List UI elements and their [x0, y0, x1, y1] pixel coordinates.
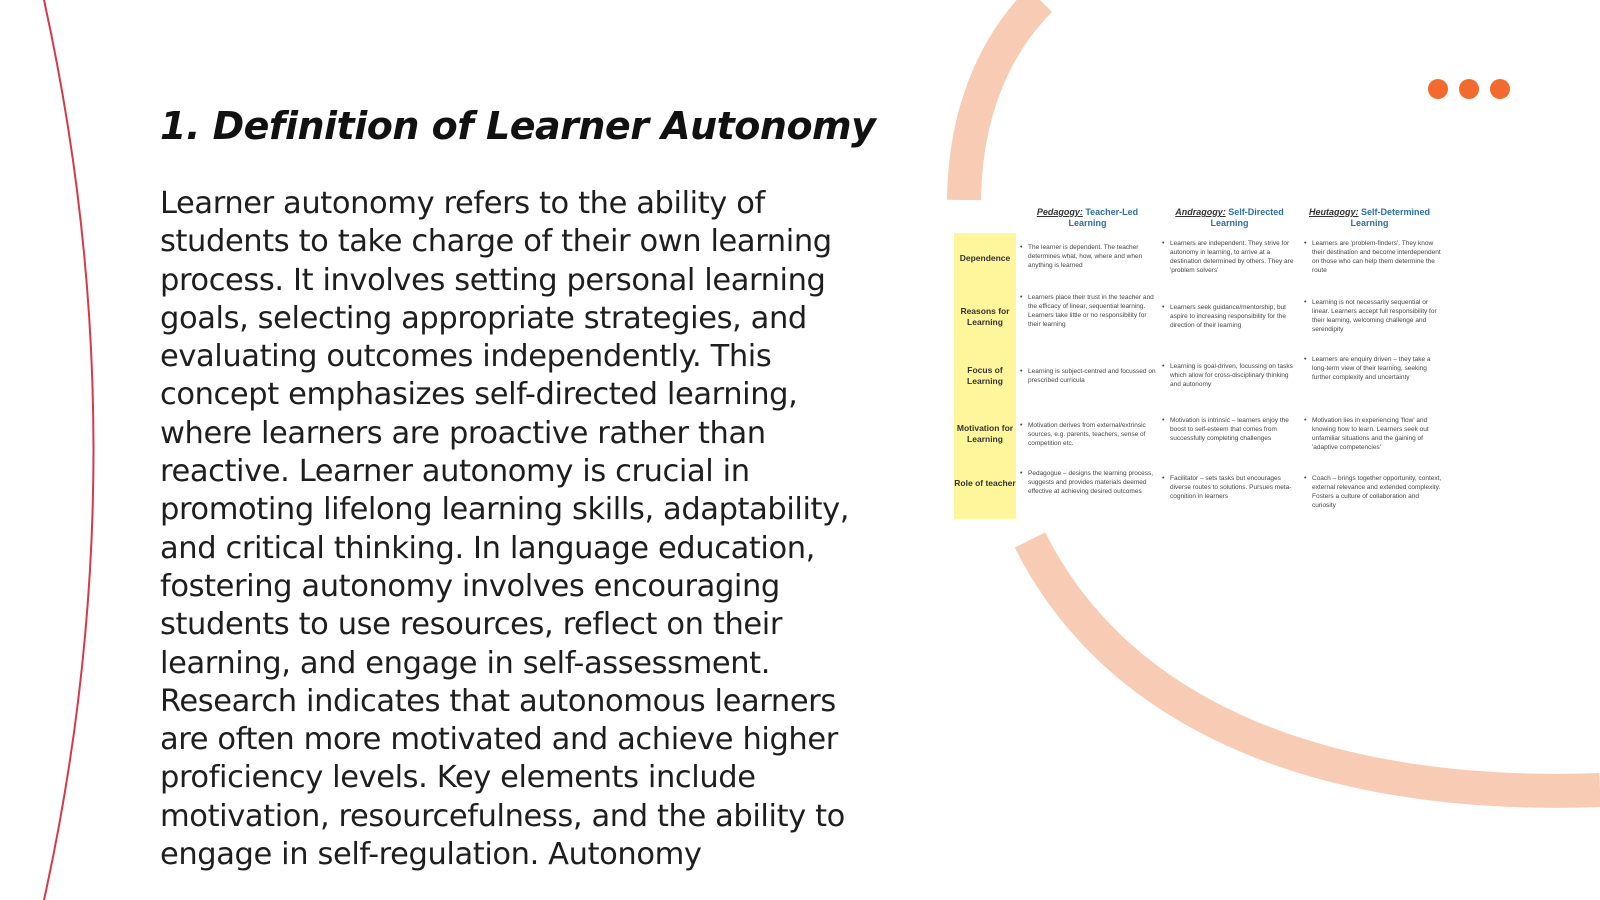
orange-dot-icon — [1428, 79, 1448, 99]
peach-arc-bottom — [1030, 540, 1600, 791]
table-cell: • The learner is dependent. The teacher determines what, how, where and when anything is learned — [1020, 243, 1158, 270]
orange-dot-icon — [1459, 79, 1479, 99]
slide-body-text: Learner autonomy refers to the ability of students to take charge of their own learning process. It involves setting personal learning goals, selecting appropriate strategies, and evaluating outcomes independently. This concept emphasizes self-directed learning, where learners are proactive rather than reactive. Learner autonomy is crucial in promoting lifelong learning skills, adaptability, and critical thinking. In language education, fostering autonomy involves encouraging students to use resources, reflect on their learning, and engage in self-assessment. Research indicates that autonomous learners are often more motivated and achieve higher proficiency levels. Key elements include motivation, resourcefulness, and the ability to engage in self-regulation. Autonomy — [160, 186, 850, 873]
row-label: Focus of Learning — [967, 365, 1003, 386]
table-cell: • Learning is not necessarily sequential or linear. Learners accept full responsibility for their learning, welcoming challenge and serendipity — [1304, 298, 1442, 334]
orange-dot-icon — [1490, 79, 1510, 99]
comparison-table-image — [954, 207, 1454, 527]
row-label: Reasons for Learning — [960, 306, 1010, 327]
table-header-heutagogy: Heutagogy: Self-Determined Learning — [1308, 207, 1431, 228]
table-cell: • Coach – brings together opportunity, context, external relevance and extended complexity. Fosters a culture of collaboration and curiosity — [1304, 474, 1442, 510]
row-label: Motivation for Learning — [956, 423, 1014, 444]
table-cell: • Learning is goal-driven, focussing on tasks which allow for cross-disciplinary thinking and autonomy — [1162, 362, 1300, 389]
row-label: Role of teacher — [954, 478, 1016, 488]
left-red-curve-line — [44, 0, 94, 900]
table-cell: • Motivation lies in experiencing 'flow' and knowing how to learn. Learners seek out unfamiliar situations and the gaining of 'adaptive competencies' — [1304, 416, 1442, 452]
table-cell: • Learners are 'problem-finders'. They know their destination and become interdependent on those who can help them determine the route — [1304, 239, 1442, 275]
table-cell: • Learners place their trust in the teacher and the efficacy of linear, sequential learning. Learners take little or no responsibility for their learning — [1020, 293, 1158, 329]
row-label: Dependence — [959, 253, 1011, 263]
table-cell: • Learners are enquiry driven – they take a long-term view of their learning, seeking further complexity and uncertainty — [1304, 355, 1442, 382]
table-cell: • Motivation is intrinsic – learners enjoy the boost to self-esteem that comes from successfully completing challenges — [1162, 416, 1300, 443]
decorative-dots — [1428, 79, 1510, 99]
table-cell: • Learning is subject-centred and focussed on prescribed curricula — [1020, 367, 1158, 385]
table-cell: • Facilitator – sets tasks but encourages diverse routes to solutions. Pursues meta-cognition in learners — [1162, 474, 1300, 501]
peach-arc-top — [964, 0, 1040, 200]
table-cell: • Learners seek guidance/mentorship, but aspire to increasing responsibility for the direction of their learning — [1162, 303, 1300, 330]
slide-title: 1. Definition of Learner Autonomy — [160, 104, 876, 148]
table-cell: • Learners are independent. They strive for autonomy in learning, to arrive at a destination determined by others. They are 'problem solvers' — [1162, 239, 1300, 275]
table-header-pedagogy: Pedagogy: Teacher-Led Learning — [1036, 207, 1139, 228]
table-cell: • Motivation derives from external/extrinsic sources, e.g. parents, teachers, sense of competition etc. — [1020, 421, 1158, 448]
table-cell: • Pedagogue – designs the learning process, suggests and provides materials deemed effective at achieving desired outcomes — [1020, 469, 1158, 496]
table-header-andragogy: Andragogy: Self-Directed Learning — [1175, 207, 1284, 228]
